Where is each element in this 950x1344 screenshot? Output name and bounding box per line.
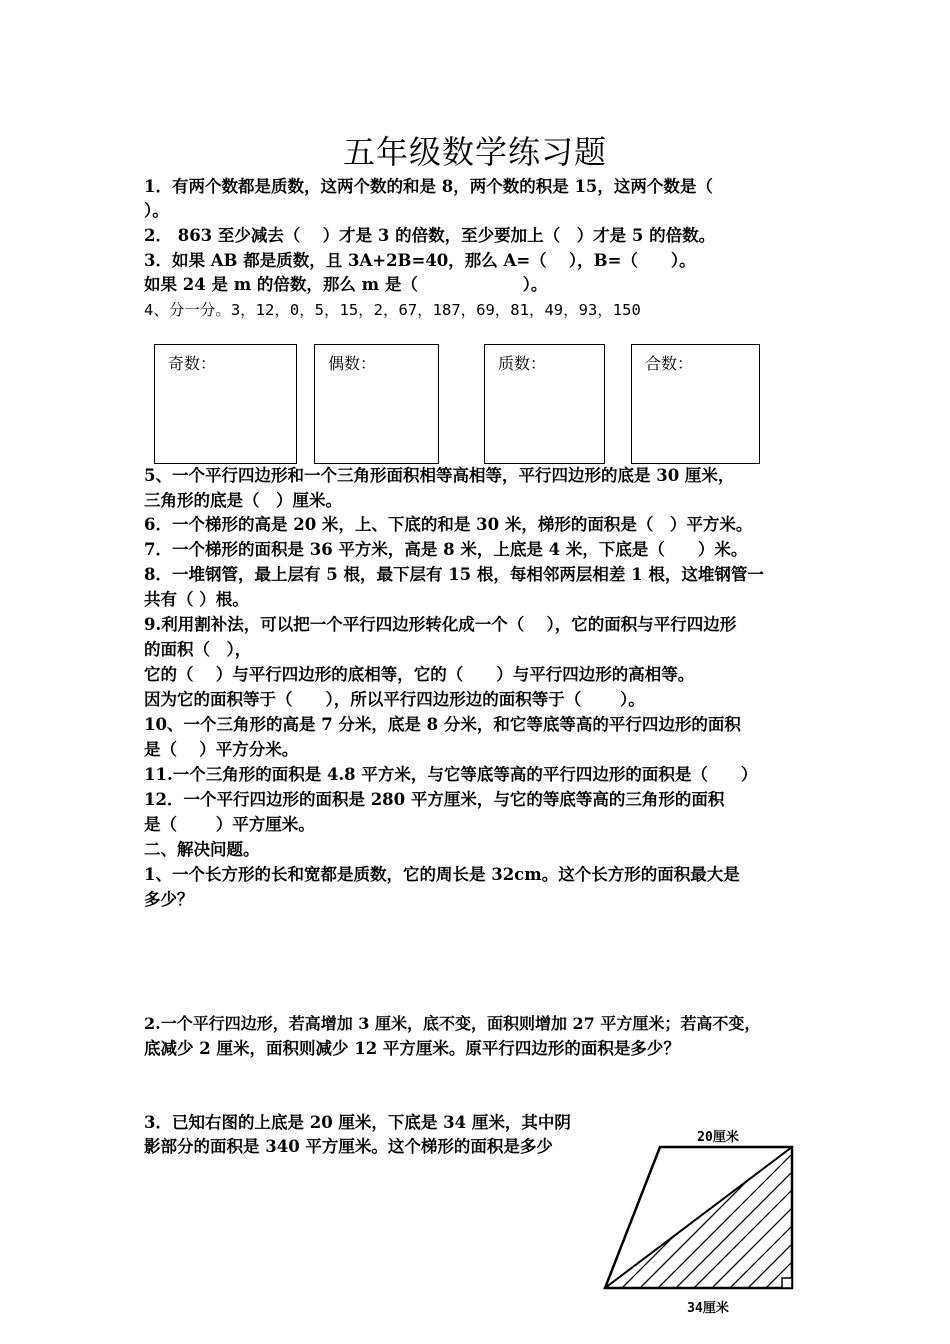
- question-2: 2． 863 至少减去（ ）才是 3 的倍数，至少要加上（ ）才是 5 的倍数。: [144, 226, 716, 245]
- odd-number-box: [154, 344, 297, 464]
- question-9-line-4: 因为它的面积等于（ ），所以平行四边形边的面积等于（ ）。: [144, 690, 645, 709]
- problem-1-line-1: 1、一个长方形的长和宽都是质数，它的周长是 32cm。这个长方形的面积最大是: [144, 865, 740, 884]
- trapezoid-figure: [600, 1122, 810, 1322]
- top-base-label: 20厘米: [697, 1130, 739, 1145]
- problem-1-line-2: 多少？: [144, 890, 194, 909]
- odd-number-label: 奇数：: [168, 354, 217, 373]
- question-8-line-2: 共有（ ）根。: [144, 590, 249, 609]
- question-9-line-3: 它的（ ）与平行四边形的底相等，它的（ ）与平行四边形的高相等。: [144, 665, 695, 684]
- question-7: 7．一个梯形的面积是 36 平方米，高是 8 米，上底是 4 米，下底是（ ）米。: [144, 540, 748, 559]
- section-heading-solve-problems: 二、解决问题。: [144, 840, 260, 859]
- problem-3-line-2: 影部分的面积是 340 平方厘米。这个梯形的面积是多少: [144, 1137, 553, 1156]
- question-11: 11.一个三角形的面积是 4.8 平方米，与它等底等高的平行四边形的面积是（ ）: [144, 765, 758, 784]
- prime-number-label: 质数：: [498, 354, 547, 373]
- question-9-line-1: 9.利用割补法，可以把一个平行四边形转化成一个（ ），它的面积与平行四边形: [144, 615, 737, 634]
- problem-3-line-1: 3．已知右图的上底是 20 厘米，下底是 34 厘米，其中阴: [144, 1113, 571, 1132]
- composite-number-label: 合数：: [645, 354, 694, 373]
- question-5-line-1: 5、一个平行四边形和一个三角形面积相等高相等，平行四边形的底是 30 厘米，: [144, 466, 735, 485]
- right-angle-marker: [782, 1278, 792, 1288]
- question-9-line-2: 的面积（ ），: [144, 640, 252, 659]
- question-5-line-2: 三角形的底是（ ）厘米。: [144, 491, 342, 510]
- question-12-line-1: 12．一个平行四边形的面积是 280 平方厘米，与它的等底等高的三角形的面积: [144, 790, 725, 809]
- even-number-label: 偶数：: [328, 354, 377, 373]
- question-3-line-2: 如果 24 是 m 的倍数，那么 m 是（ ）。: [144, 275, 548, 294]
- question-12-line-2: 是（ ）平方厘米。: [144, 815, 315, 834]
- question-1-line-2: ）。: [144, 201, 169, 220]
- page-title: 五年级数学练习题: [342, 133, 607, 171]
- bottom-base-label: 34厘米: [687, 1301, 729, 1316]
- question-3: 3．如果 AB 都是质数，且 3A+2B=40，那么 A=（ ），B=（ ）。: [144, 251, 696, 270]
- question-8-line-1: 8．一堆钢管，最上层有 5 根，最下层有 15 根，每相邻两层相差 1 根，这堆钢管一: [144, 565, 764, 584]
- prime-number-box: [484, 344, 605, 464]
- problem-2-line-2: 底减少 2 厘米，面积则减少 12 平方厘米。原平行四边形的面积是多少？: [144, 1039, 680, 1058]
- question-6: 6．一个梯形的高是 20 米，上、下底的和是 30 米，梯形的面积是（ ）平方米。: [144, 515, 753, 534]
- even-number-box: [314, 344, 439, 464]
- problem-2-line-1: 2.一个平行四边形，若高增加 3 厘米，底不变，面积则增加 27 平方厘米；若高不变，: [144, 1014, 761, 1033]
- question-4: 4、分一分。3，12，0，5，15，2，67，187，69，81，49，93，150: [144, 301, 641, 319]
- composite-number-box: [631, 344, 760, 464]
- question-10-line-1: 10、一个三角形的高是 7 分米，底是 8 分米，和它等底等高的平行四边形的面积: [144, 715, 741, 734]
- question-1-line-1: 1．有两个数都是质数，这两个数的和是 8，两个数的积是 15，这两个数是（: [144, 177, 713, 196]
- question-10-line-2: 是（ ）平方分米。: [144, 740, 299, 759]
